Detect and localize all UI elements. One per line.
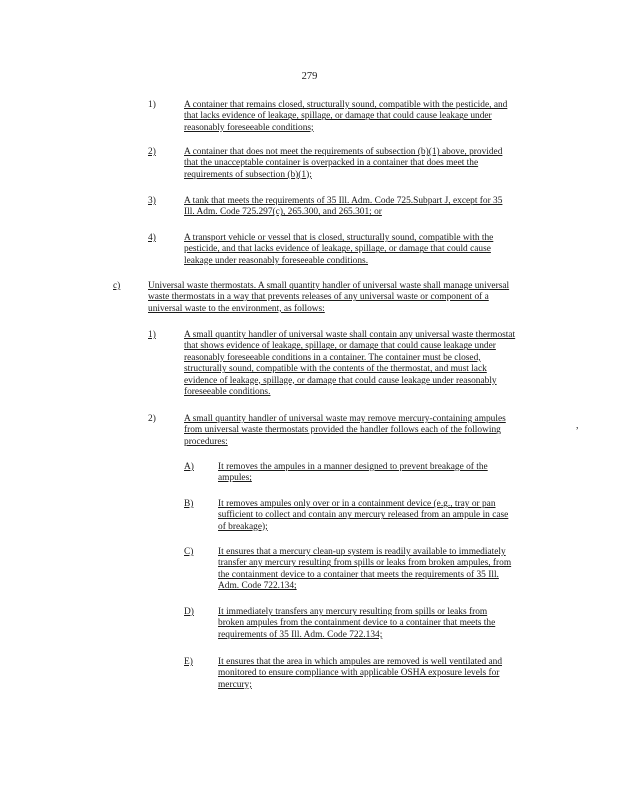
item-label: A) xyxy=(184,462,194,472)
list-item xyxy=(0,462,619,490)
list-item xyxy=(0,607,619,647)
item-label: E) xyxy=(184,657,193,667)
item-label: 1) xyxy=(148,330,156,340)
item-text: Universal waste thermostats. A small quantity handler of universal waste shall manage universal waste thermostats in a way that prevents releases of any universal waste or component of a universal waste to the environment, as follows: xyxy=(148,281,510,314)
item-text: It immediately transfers any mercury resulting from spills or leaks from broken ampules from the containment device to a container that meets the requirements of 35 Ill. Adm. Code 722.134; xyxy=(218,607,496,640)
item-text: A container that remains closed, structurally sound, compatible with the pesticide, and that lacks evidence of leakage, spillage, or damage that could cause leakage under reasonably foreseeable conditions; xyxy=(184,100,508,133)
item-label: 2) xyxy=(148,147,156,157)
item-text: It ensures that the area in which ampules are removed is well ventilated and monitored to ensure compliance with applicable OSHA exposure levels for mercury; xyxy=(218,657,503,690)
list-item xyxy=(0,547,619,599)
item-label: c) xyxy=(113,281,121,291)
item-text: It ensures that a mercury clean-up system is readily available to immediately transfer any mercury resulting from spills or leaks from broken ampules, from the containment device to a container that meets the requirements of 35 Ill. Adm. Code 722.134; xyxy=(218,547,512,592)
item-label: 4) xyxy=(148,233,156,243)
list-item xyxy=(0,100,619,140)
list-item xyxy=(0,233,619,273)
item-label: B) xyxy=(184,499,194,509)
list-item xyxy=(0,414,619,454)
item-text: It removes the ampules in a manner designed to prevent breakage of the ampules; xyxy=(218,462,488,484)
item-text: A tank that meets the requirements of 35 Ill. Adm. Code 725.Subpart J, except for 35 Ill. Adm. Code 725.297(c), 265.300, and 265.301; or xyxy=(184,196,503,218)
page-number: 279 xyxy=(301,71,318,82)
list-item xyxy=(0,196,619,224)
subsection-c xyxy=(0,281,619,321)
stray-mark: , xyxy=(576,420,579,431)
item-text: A small quantity handler of universal waste shall contain any universal waste thermostat that shows evidence of leakage, spillage, or damage that could cause leakage under reasonably foreseeable conditions in a container. The container must be closed, structurally sound, compatible with the contents of the thermostat, and must lack evidence of leakage, spillage, or damage that could cause leakage under reasonably foreseeable conditions. xyxy=(184,330,516,398)
list-item xyxy=(0,147,619,187)
item-text: A small quantity handler of universal waste may remove mercury-containing ampules from universal waste thermostats provided the handler follows each of the following procedures: xyxy=(184,414,506,447)
list-item xyxy=(0,657,619,697)
item-text: A container that does not meet the requirements of subsection (b)(1) above, provided that the unacceptable container is overpacked in a container that does meet the requirements of subsection (b)(1); xyxy=(184,147,503,180)
item-label: 1) xyxy=(148,100,156,110)
item-label: D) xyxy=(184,607,194,617)
item-text: A transport vehicle or vessel that is closed, structurally sound, compatible with the pesticide, and that lacks evidence of leakage, spillage, or damage that could cause leakage under reasonably foreseeable conditions. xyxy=(184,233,494,266)
item-label: 2) xyxy=(148,414,156,424)
item-text: It removes ampules only over or in a containment device (e.g., tray or pan sufficient to collect and contain any mercury released from an ampule in case of breakage); xyxy=(218,499,509,532)
list-item xyxy=(0,330,619,402)
item-label: C) xyxy=(184,547,194,557)
item-label: 3) xyxy=(148,196,156,206)
list-item xyxy=(0,499,619,539)
